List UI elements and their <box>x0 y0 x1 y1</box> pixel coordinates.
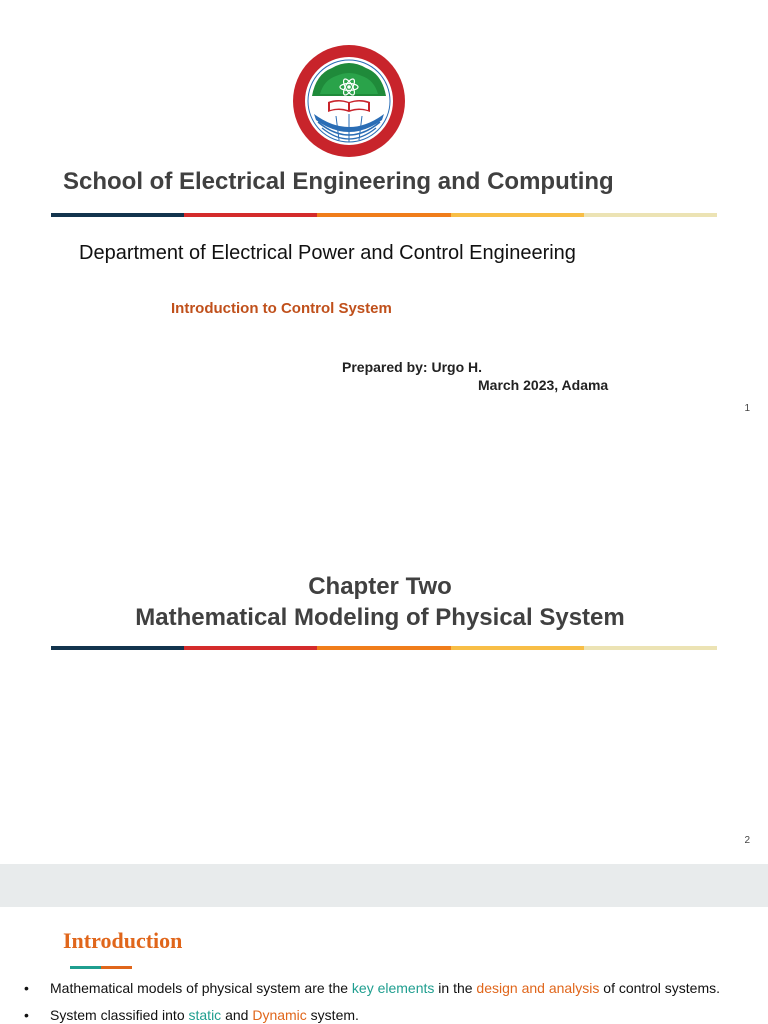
bar-segment <box>184 213 317 217</box>
chapter-slide <box>0 432 768 864</box>
page-number: 2 <box>744 835 750 846</box>
school-title: School of Electrical Engineering and Computing <box>63 168 614 195</box>
bar-segment <box>184 646 317 650</box>
highlight-text: static <box>188 1007 222 1023</box>
title-underline <box>70 966 132 969</box>
bullet-text: Mathematical models of physical system are the <box>50 980 352 996</box>
bar-segment <box>584 213 717 217</box>
divider-bar <box>51 646 717 650</box>
prepared-by: Prepared by: Urgo H. <box>342 359 483 375</box>
university-seal-icon <box>292 44 406 158</box>
bar-segment <box>51 213 184 217</box>
bar-segment <box>451 213 584 217</box>
chapter-heading <box>0 571 760 633</box>
highlight-text: design and analysis <box>476 980 600 996</box>
bar-segment <box>584 646 717 650</box>
title-slide <box>0 0 768 432</box>
date-location: March 2023, Adama <box>478 377 609 393</box>
underline-segment <box>70 966 101 969</box>
bar-segment <box>317 646 450 650</box>
bullet-marker: • <box>24 1007 29 1023</box>
underline-segment <box>101 966 132 969</box>
bullet-text: system. <box>306 1007 359 1023</box>
chapter-title: Mathematical Modeling of Physical System <box>135 604 625 631</box>
bullet-marker: • <box>24 980 29 996</box>
list-item <box>22 1005 720 1024</box>
page-number: 1 <box>744 403 750 414</box>
highlight-text: Dynamic <box>252 1007 307 1023</box>
bullet-list <box>22 978 720 1024</box>
course-title: Introduction to Control System <box>171 300 392 317</box>
divider-bar <box>51 213 717 217</box>
bullet-text: of control systems. <box>599 980 720 996</box>
slide-separator <box>0 864 768 907</box>
bullet-text: in the <box>434 980 477 996</box>
content-slide <box>0 907 768 1024</box>
department-title: Department of Electrical Power and Control Engineering <box>79 242 576 264</box>
highlight-text: key elements <box>351 980 435 996</box>
bullet-text: and <box>221 1007 253 1023</box>
list-item <box>22 978 720 1005</box>
bar-segment <box>51 646 184 650</box>
bullet-text: System classified into <box>50 1007 189 1023</box>
bar-segment <box>317 213 450 217</box>
bar-segment <box>451 646 584 650</box>
chapter-number: Chapter Two <box>308 573 452 600</box>
slide-title: Introduction <box>63 928 183 953</box>
